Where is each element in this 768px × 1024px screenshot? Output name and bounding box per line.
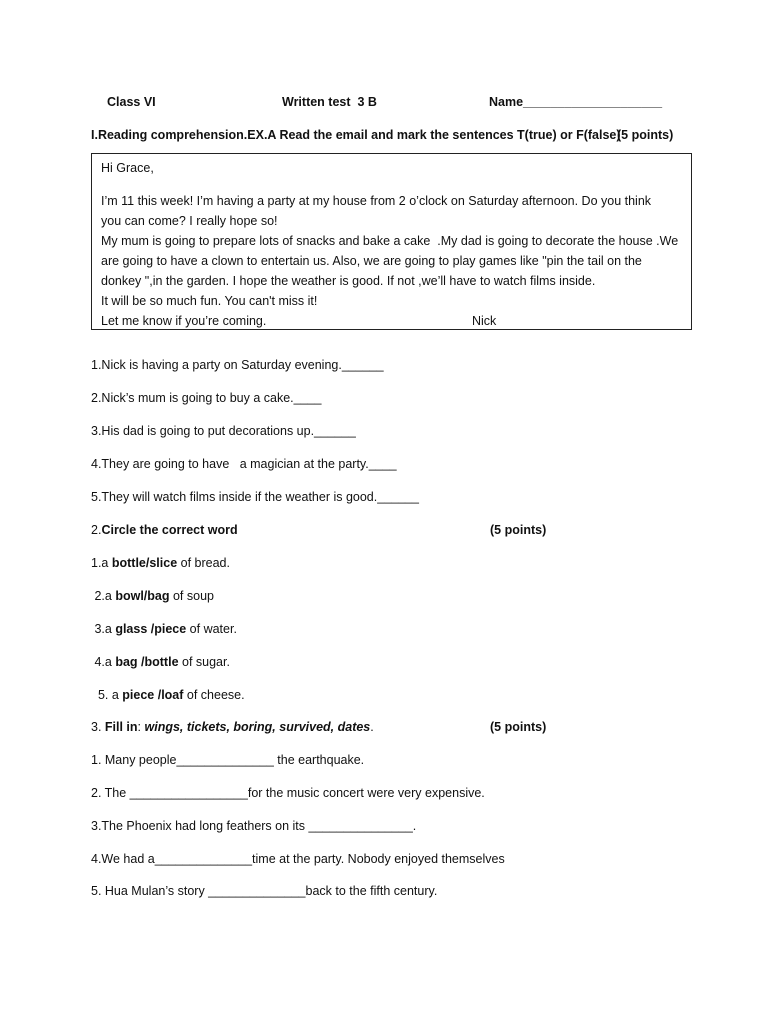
email-line: My mum is going to prepare lots of snacks and bake a cake .My dad is going to decorate the house .We: [101, 234, 679, 248]
section2-title: [91, 522, 238, 538]
fill-item-3: 3.The Phoenix had long feathers on its _______________.: [91, 819, 417, 833]
item-prefix: 4.a: [91, 655, 116, 669]
fill-item-1: 1. Many people______________ the earthquake.: [91, 753, 365, 767]
word-choices: bag /bottle: [115, 655, 179, 669]
section2-points: (5 points): [490, 523, 547, 537]
item-suffix: of soup: [169, 589, 214, 603]
email-line: I’m 11 this week! I’m having a party at my house from 2 o’clock on Saturday afternoon. Do you think: [101, 194, 652, 208]
word-choices: piece /loaf: [122, 688, 184, 702]
item-suffix: of bread.: [177, 556, 230, 570]
item-suffix: of sugar.: [178, 655, 230, 669]
item-suffix: of cheese.: [183, 688, 245, 702]
circle-item-2: [91, 588, 214, 604]
email-signature: Nick: [472, 314, 497, 328]
section2-number: 2.: [91, 523, 102, 537]
tf-question-5: 5.They will watch films inside if the weather is good.______: [91, 490, 419, 504]
email-line: you can come? I really hope so!: [101, 214, 278, 228]
section3-number: 3.: [91, 720, 105, 734]
email-line: It will be so much fun. You can't miss it!: [101, 294, 318, 308]
fill-item-5: 5. Hua Mulan’s story ______________back to the fifth century.: [91, 884, 438, 898]
item-prefix: 1.a: [91, 556, 112, 570]
item-prefix: 2.a: [91, 589, 116, 603]
email-line: Let me know if you’re coming.: [101, 314, 267, 328]
circle-item-5: [91, 687, 245, 703]
email-line: are going to have a clown to entertain us. Also, we are going to play games like "pin the tail on the: [101, 254, 642, 268]
class-label: Class VI: [107, 95, 156, 109]
section2-heading: Circle the correct word: [101, 523, 238, 537]
name-field-label: Name____________________: [489, 95, 663, 109]
item-prefix: 3.a: [91, 622, 116, 636]
fill-item-4: 4.We had a______________time at the party. Nobody enjoyed themselves: [91, 852, 505, 866]
section3-points: (5 points): [490, 720, 547, 734]
tf-question-3: 3.His dad is going to put decorations up.______: [91, 424, 356, 438]
section3-title: [91, 719, 374, 735]
email-greeting: Hi Grace,: [101, 161, 154, 175]
email-line: donkey ",in the garden. I hope the weather is good. If not ,we’ll have to watch films inside.: [101, 274, 596, 288]
section1-points: (5 points): [617, 128, 674, 142]
section3-label: Fill in: [104, 720, 138, 734]
email-box: [91, 153, 692, 330]
word-choices: bowl/bag: [115, 589, 170, 603]
tf-question-1: 1.Nick is having a party on Saturday evening.______: [91, 358, 384, 372]
section1-title: I.Reading comprehension.EX.A Read the email and mark the sentences T(true) or F(false): [91, 128, 621, 142]
word-bank: wings, tickets, boring, survived, dates: [144, 720, 371, 734]
circle-item-3: [91, 621, 237, 637]
word-choices: bottle/slice: [111, 556, 178, 570]
section3-period: .: [370, 720, 374, 734]
item-prefix: 5. a: [91, 688, 123, 702]
section3-colon: :: [137, 720, 145, 734]
item-suffix: of water.: [186, 622, 237, 636]
tf-question-4: 4.They are going to have a magician at the party.____: [91, 457, 397, 471]
test-label: Written test 3 B: [282, 95, 377, 109]
fill-item-2: 2. The _________________for the music concert were very expensive.: [91, 786, 485, 800]
circle-item-1: [91, 555, 230, 571]
word-choices: glass /piece: [115, 622, 187, 636]
circle-item-4: [91, 654, 230, 670]
tf-question-2: 2.Nick’s mum is going to buy a cake.____: [91, 391, 322, 405]
